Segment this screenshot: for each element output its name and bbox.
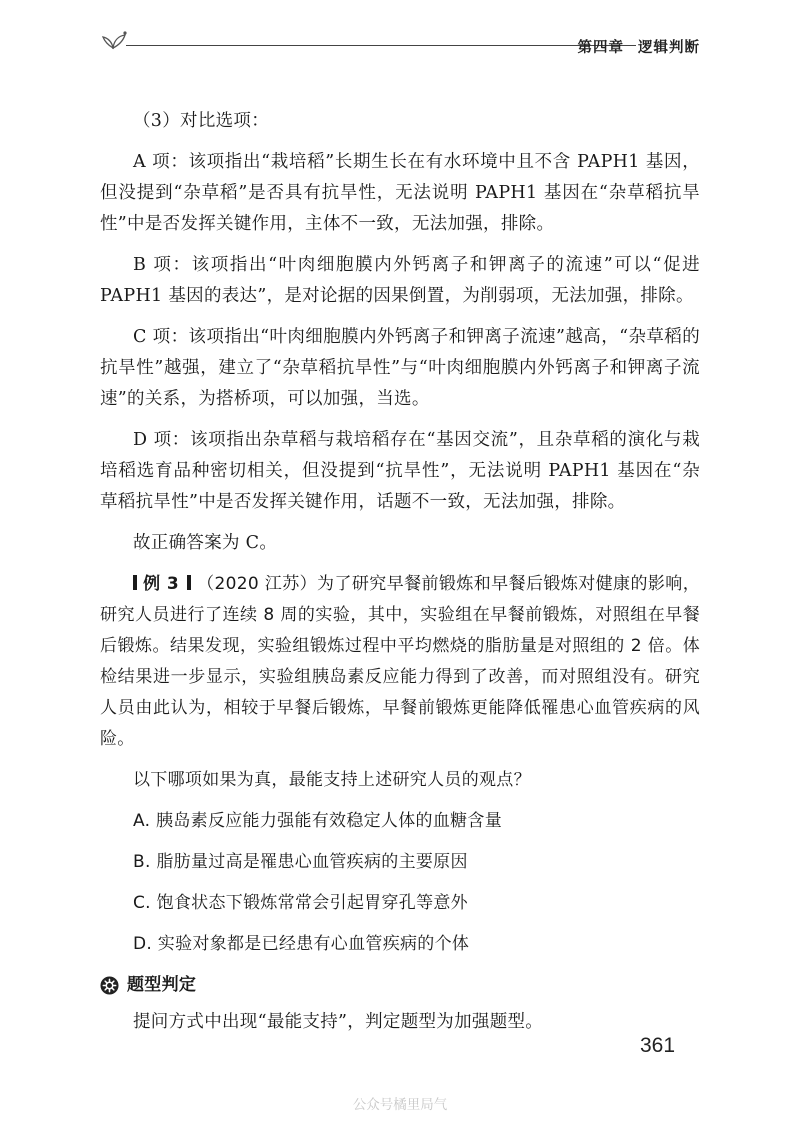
paragraph-compare-options: （3）对比选项： xyxy=(133,111,270,131)
leaf-icon xyxy=(100,28,130,50)
section-title: 题型判定 xyxy=(127,975,197,995)
chapter-title xyxy=(578,36,701,57)
page-header xyxy=(100,28,700,58)
option-b: B. 脂肪量过高是罹患心血管疾病的主要原因 xyxy=(133,852,468,872)
option-a: A. 胰岛素反应能力强能有效稳定人体的血糖含量 xyxy=(133,811,503,831)
question-prompt: 以下哪项如果为真，最能支持上述研究人员的观点？ xyxy=(133,770,531,790)
paragraph-answer: 故正确答案为 C。 xyxy=(133,533,278,553)
chapter-name: 逻辑判断 xyxy=(638,40,700,56)
option-d: D. 实验对象都是已经患有心血管疾病的个体 xyxy=(133,934,470,954)
paragraph-option-b: B 项：该项指出“叶肉细胞膜内外钙离子和钾离子的流速”可以“促进 PAPH1 基因的表达”，是对论据的因果倒置，为削弱项，无法加强，排除。 xyxy=(100,255,700,306)
option-c: C. 饱食状态下锻炼常常会引起胃穿孔等意外 xyxy=(133,893,468,913)
chapter-number: 第四章 xyxy=(577,40,624,56)
page-content xyxy=(100,106,700,1048)
example-text: （2020 江苏）为了研究早餐前锻炼和早餐后锻炼对健康的影响，研究人员进行了连续 8 周的实验，其中，实验组在早餐前锻炼，对照组在早餐后锻炼。结果发现，实验组锻炼过程中平均燃烧的脂肪量是对照组的 2 倍。体检结果进一步显示，实验组胰岛素反应能力得到了改善，而对照组没有。研究人员由此认为，相较于早餐后锻炼，早餐前锻炼更能降低罹患心血管疾病的风险。 xyxy=(100,574,701,749)
section-text: 提问方式中出现“最能支持”，判定题型为加强题型。 xyxy=(133,1012,544,1032)
paragraph-option-c: C 项：该项指出“叶肉细胞膜内外钙离子和钾离子流速”越高，“杂草稻的抗旱性”越强，建立了“杂草稻抗旱性”与“叶肉细胞膜内外钙离子和钾离子流速”的关系，为搭桥项，可以加强，当选。 xyxy=(100,327,700,409)
paragraph-option-d: D 项：该项指出杂草稻与栽培稻存在“基因交流”，且杂草稻的演化与栽培稻选育品种密切相关，但没提到“抗旱性”，无法说明 PAPH1 基因在“杂草稻抗旱性”中是否发挥关键作用，话题不一致，无法加强，排除。 xyxy=(100,430,700,512)
example-label: 例 3 xyxy=(143,574,179,594)
paragraph-option-a: A 项：该项指出“栽培稻”长期生长在有水环境中且不含 PAPH1 基因，但没提到“杂草稻”是否具有抗旱性，无法说明 PAPH1 基因在“杂草稻抗旱性”中是否发挥关键作用，主体不一致，无法加强，排除。 xyxy=(100,152,700,234)
header-rule xyxy=(126,45,636,46)
page-number: 361 xyxy=(640,1034,676,1057)
gear-icon xyxy=(100,976,119,995)
example-marker-left xyxy=(133,575,137,590)
section-heading xyxy=(100,970,700,1001)
watermark: 公众号橘里局气 xyxy=(352,1097,448,1113)
example-question xyxy=(100,569,700,755)
example-marker-right xyxy=(187,575,191,590)
